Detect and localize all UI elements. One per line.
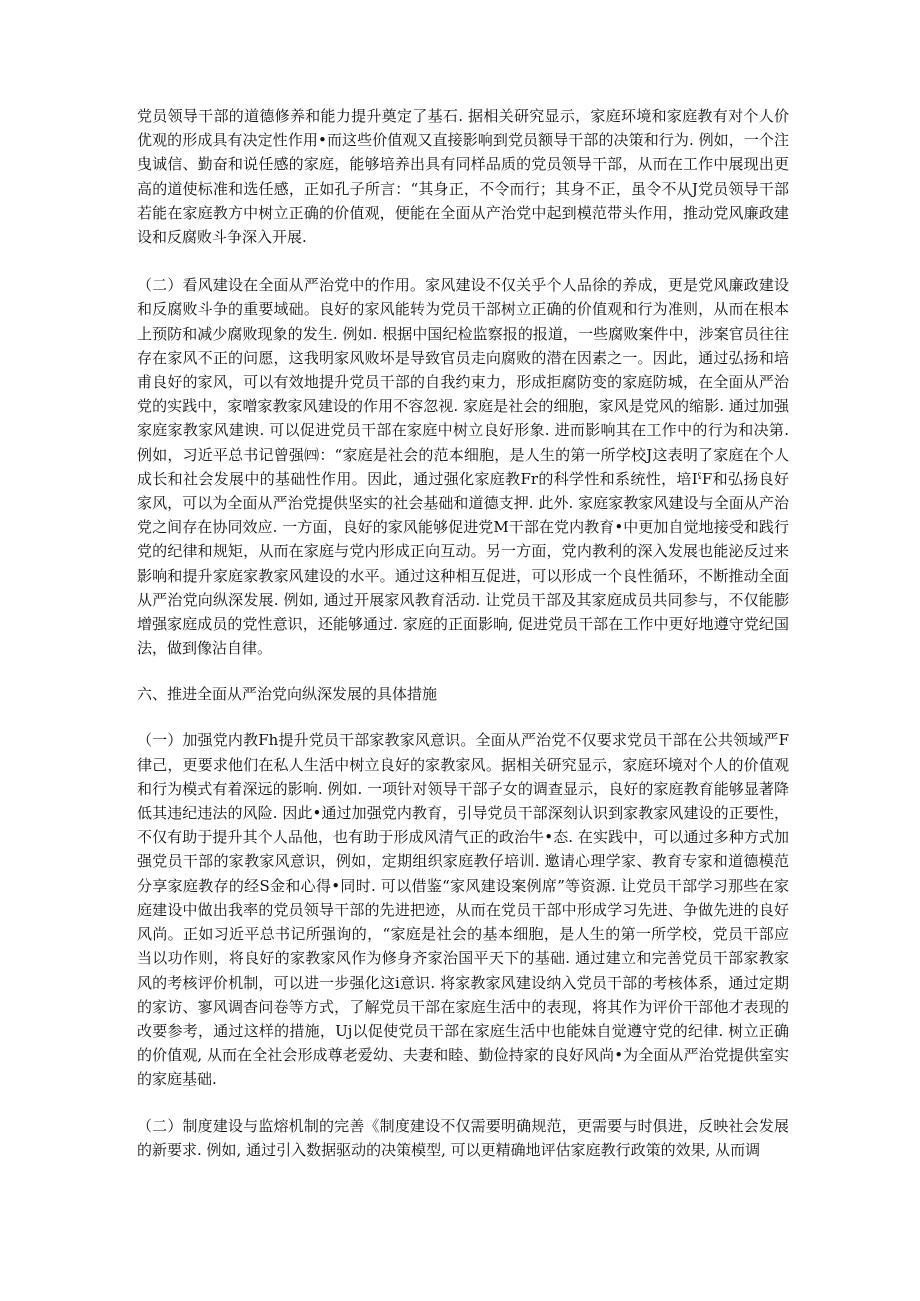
paragraph-party-education-measures: （一）加强党内教Fh提升党员干部家教家风意识。全面从严治党不仅要求党员干部在公共领域严F律己，更要求他们在私人生活中树立良好的家教家风。据相关研究显示，家庭环境对个人的价值观和行为模式有着深远的影响. 例如. 一项针对领导干部子女的调查显示，良好的家庭教育能够显著降低其违纪违法的风险. 因此•通过加强党内教育，引导党员干部深刻认识到家教家风建设的正要性，不仅有助于提升其个人品他，也有助于形成风清气正的政治牛•态. 在实践中，可以通过多种方式加强党员干部的家教家风意识，例如，定期组织家庭教仔培训. 邀请心理学家、教育专家和道德模范分享家庭教存的经S金和心得•同时. 可以借鉴“家风建设案例席”等资源. 让党员干部学习那些在家庭建设中做出我率的党员领导干部的先进把迹，从而在党员干部中形成学习先进、争做先进的良好风尚。正如习近平总书记所强询的，“家庭是社会的基本细胞，是人生的第一所学校，党员干部应当以功作则，将良好的家教家风作为修身齐家治国平天下的基础. 通过建立和完善党员干部家教家风的考核评价机制，可以进一步强化这i意识. 将家教家风建设纳入党员干部的考核体系，通过定期的家访、寥风调杳问卷等方式，了解党员干部在家庭生活中的表现，将其作为评价干部他才表现的改要参考，通过这样的措施，Uj以促使党员干部在家庭生活中也能妹自觉遵守党的纪律. 树立正确的价值观, 从而在全社会形成尊老爱幼、夫妻和睦、勤俭持家的良好风尚•为全面从严治党提供室实的家庭基础. bbox=[137, 731, 789, 1089]
section-heading: 六、推进全面从严治党向纵深发展的具体措施 bbox=[137, 685, 438, 704]
paragraph-institution-building: （二）制度建设与监熔机制的完善《制度建设不仅需要明确规范，更需要与时俱进，反映社会发展的新要求. 例如, 通过引入数据驱动的决策模型, 可以更精确地评估家庭教行政策的效果, 从而调 bbox=[137, 1116, 789, 1159]
paragraph-spacer bbox=[137, 660, 789, 682]
paragraph-family-style-role: （二）看风建设在全面从严治党中的作用。家风建设不仅关乎个人品徐的养成，更是党风廉政建设和反腐败斗争的重要域础。良好的家风能转为党员干部树立正确的价值观和行为准则，从而在根本上预防和减少腐败现象的发生. 例如. 根据中国纪检监察报的报道，一些腐败案件中，涉案官员往往存在家风不正的问愿，这我明家风败坏是导致官员走向腐败的潜在因素之一。因此，通过弘扬和培甫良好的家风，可以有效地提升党员干部的自我约束力，形成拒腐防变的家庭防城，在全面从严治党的实践中，家噌家教家风建设的作用不容忽视. 家庭是社会的细胞，家风是党风的缩影. 通过加强家庭家教家风建谀. 可以促进党员干部在家庭中树立良好形象. 进而影响其在工作中的行为和决第. 例如，习近平总书记曾强㈣：“家庭是社会的范本细胞，是人生的第一所学校J这表明了家庭在个人成长和社会发展中的基础性作用。因此，通过强化家庭教Fr的科学性和系统性，培IˤF和弘扬良好家风，可以为全面从严治党提供坚实的社会基础和道德支押. 此外. 家庭家教家风建设与全面从产治党之间存在协同效应. 一方面，良好的家风能够促进党M干部在党内教育•中更加自觉地接受和践行党的纪律和规矩，从而在家庭与党内形成正向互动。另一方面，党内教利的深入发展也能泌反过来影响和提升家庭家教家风建设的水平。通过这种相互促进，可以形成一个良性循环，不断推动全面从严治党向纵深发展. 例如, 通过开展家风教育活动. 让党员干部及其家庭成员共同参与，不仅能膨增强家庭成员的党性意识，还能够通过. 家庭的正面影晌, 促进党员干部在工作中更好地遵守党纪国法，做到像沾自律。 bbox=[137, 276, 789, 658]
document-page bbox=[137, 104, 789, 1162]
paragraph-spacer bbox=[137, 706, 789, 728]
paragraph-spacer bbox=[137, 249, 789, 273]
paragraph-family-education-values: 党员领导干部的道德修养和能力提升奠定了基石. 据相关研究显示，家庭环境和家庭教有对个人价优观的形成具有决定性作用•而这些价值观又直接影响到党员额导干部的决策和行为. 例如，一个注曳诚信、勤奋和说任感的家庭，能够培养出具有同样品质的党员领导干部，从而在工作中展现出更高的道使标准和选任感，正如孔子所言：“其身正，不令而行；其身不正，虽令不从J党员领导干部若能在家庭教方中树立正确的价值观，便能在全面从产治党中起到模范带头作用，推动党风廉政建设和反腐败斗争深入开展. bbox=[137, 107, 789, 247]
paragraph-spacer bbox=[137, 1092, 789, 1114]
